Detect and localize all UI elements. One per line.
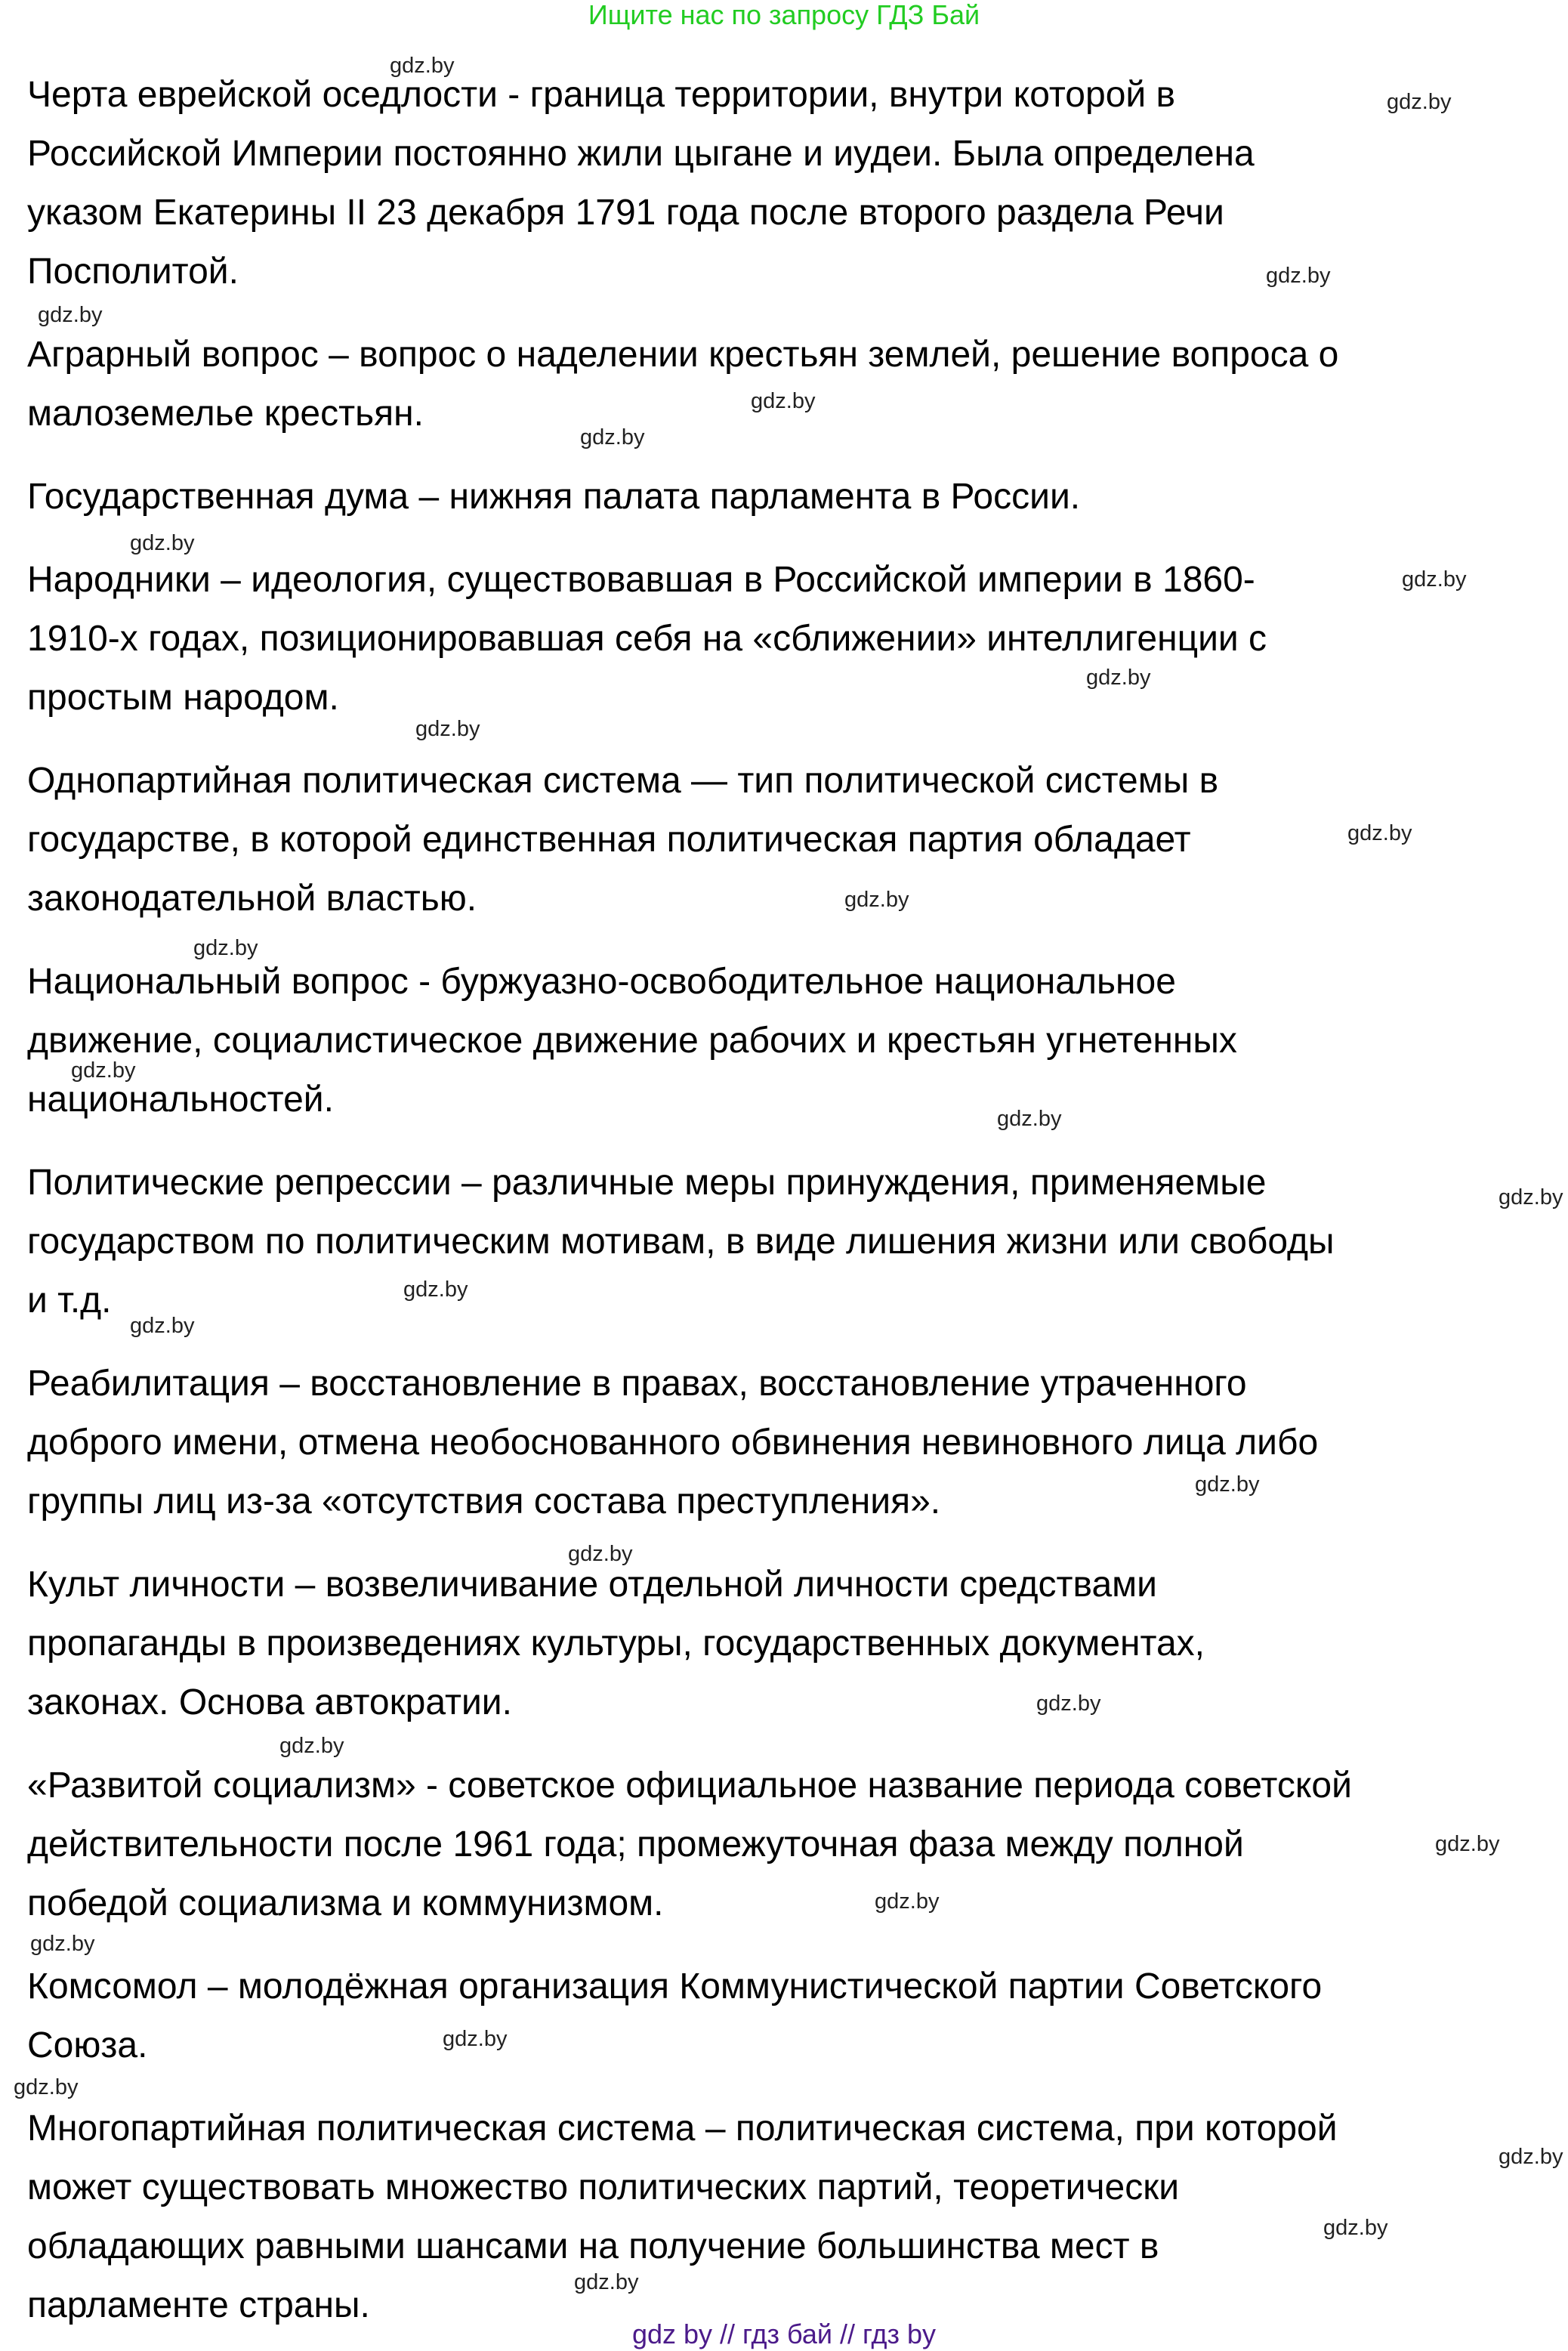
watermark: gdz.by (403, 1277, 468, 1302)
watermark: gdz.by (1347, 821, 1412, 845)
definition-line: Российской Империи постоянно жили цыгане и иудеи. Была определена (27, 134, 1255, 174)
watermark: gdz.by (130, 531, 195, 555)
definition-line: парламенте страны. (27, 2285, 370, 2325)
definition-line: Культ личности – возвеличивание отдельной личности средствами (27, 1565, 1157, 1605)
watermark: gdz.by (1086, 666, 1151, 690)
watermark: gdz.by (30, 1932, 95, 1956)
definition-line: обладающих равными шансами на получение большинства мест в (27, 2226, 1159, 2266)
watermark: gdz.by (844, 888, 909, 912)
watermark: gdz.by (875, 1889, 940, 1914)
watermark: gdz.by (1435, 1832, 1500, 1856)
watermark: gdz.by (1195, 1472, 1260, 1497)
definition-line: национальностей. (27, 1080, 334, 1120)
watermark: gdz.by (1402, 567, 1467, 592)
watermark: gdz.by (279, 1734, 344, 1758)
definition-line: действительности после 1961 года; промежуточная фаза между полной (27, 1824, 1244, 1864)
watermark: gdz.by (1499, 1185, 1563, 1209)
definition-line: Однопартийная политическая система — тип политической системы в (27, 761, 1219, 801)
watermark: gdz.by (1323, 2216, 1388, 2240)
watermark: gdz.by (751, 389, 816, 413)
watermark: gdz.by (580, 425, 645, 450)
watermark: gdz.by (574, 2270, 639, 2294)
definition-line: простым народом. (27, 678, 339, 718)
definition-line: пропаганды в произведениях культуры, государственных документах, (27, 1623, 1205, 1664)
definition-line: малоземелье крестьян. (27, 394, 424, 434)
definition-line: движение, социалистическое движение рабочих и крестьян угнетенных (27, 1021, 1237, 1061)
definition-line: Аграрный вопрос – вопрос о наделении крестьян землей, решение вопроса о (27, 335, 1339, 375)
watermark: gdz.by (71, 1058, 136, 1083)
definition-line: может существовать множество политических партий, теоретически (27, 2167, 1180, 2207)
definition-line: государстве, в которой единственная политическая партия обладает (27, 820, 1191, 860)
definition-line: победой социализма и коммунизмом. (27, 1883, 664, 1923)
watermark: gdz.by (415, 717, 480, 741)
watermark: gdz.by (193, 936, 258, 960)
watermark: gdz.by (38, 303, 103, 327)
definition-line: доброго имени, отмена необоснованного обвинения невиновного лица либо (27, 1423, 1319, 1463)
watermark: gdz.by (997, 1107, 1062, 1131)
definition-line: Многопартийная политическая система – политическая система, при которой (27, 2108, 1338, 2149)
search-hint-banner: Ищите нас по запросу ГДЗ Бай (588, 0, 980, 30)
definition-line: Черта еврейской оседлости - граница территории, внутри которой в (27, 75, 1176, 115)
footer-banner: gdz by // гдз бай // гдз by (631, 2319, 937, 2349)
definition-line: Национальный вопрос - буржуазно-освободительное национальное (27, 962, 1176, 1002)
watermark: gdz.by (443, 2027, 508, 2051)
watermark: gdz.by (1387, 90, 1452, 114)
definition-line: Реабилитация – восстановление в правах, восстановление утраченного (27, 1364, 1247, 1404)
definition-line: Комсомол – молодёжная организация Коммунистической партии Советского (27, 1966, 1323, 2007)
definition-line: и т.д. (27, 1281, 112, 1321)
definition-line: государством по политическим мотивам, в виде лишения жизни или свободы (27, 1222, 1335, 1262)
definition-line: указом Екатерины II 23 декабря 1791 года после второго раздела Речи (27, 193, 1224, 233)
watermark: gdz.by (130, 1314, 195, 1338)
definition-line: Союза. (27, 2025, 148, 2065)
watermark: gdz.by (14, 2075, 79, 2099)
watermark: gdz.by (390, 54, 455, 78)
watermark: gdz.by (1036, 1691, 1101, 1716)
definition-line: Народники – идеология, существовавшая в Российской империи в 1860- (27, 560, 1255, 600)
definition-line: группы лиц из-за «отсутствия состава преступления». (27, 1481, 941, 1522)
definition-line: Государственная дума – нижняя палата парламента в России. (27, 477, 1081, 517)
definition-line: законодательной властью. (27, 879, 477, 919)
watermark: gdz.by (1499, 2145, 1563, 2169)
definition-line: 1910-х годах, позиционировавшая себя на «сближении» интеллигенции с (27, 619, 1267, 659)
watermark: gdz.by (1266, 264, 1331, 288)
definition-line: Политические репрессии – различные меры принуждения, применяемые (27, 1163, 1267, 1203)
definition-line: законах. Основа автократии. (27, 1682, 512, 1722)
definition-line: Посполитой. (27, 252, 239, 292)
definition-line: «Развитой социализм» - советское официальное название периода советской (27, 1766, 1352, 1806)
watermark: gdz.by (568, 1542, 633, 1566)
